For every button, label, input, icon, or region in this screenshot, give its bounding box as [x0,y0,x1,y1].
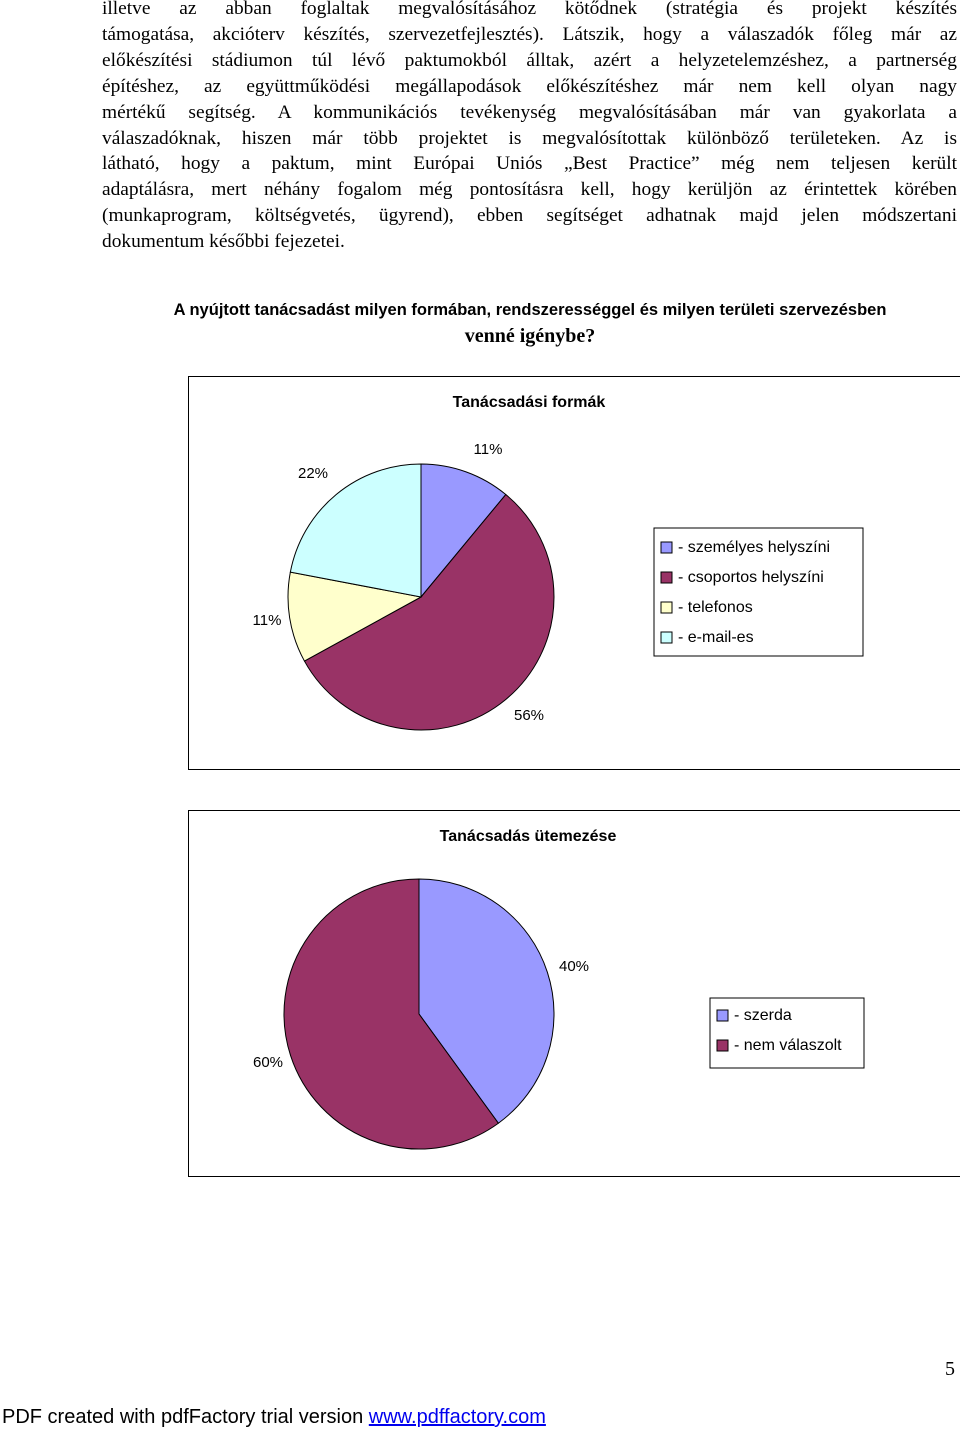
legend-swatch [717,1040,728,1051]
page-number: 5 [945,1358,955,1380]
chart-tanacsadas-utemezese [188,810,960,1177]
data-label: 60% [252,1054,284,1071]
legend-swatch [661,632,672,643]
paragraph-line: válaszadóknak, hiszen már több projektet is megvalósítottak különböző területeken. Az is [102,127,957,149]
legend-entry: - szerda [734,1007,792,1024]
legend-swatch [717,1010,728,1021]
paragraph-line: látható, hogy a paktum, mint Európai Uniós „Best Practice” még nem teljesen került [102,153,957,175]
legend-swatch [661,572,672,583]
data-label: 22% [297,465,329,482]
pie-chart-utemezes [189,811,960,1176]
paragraph-line: mértékű segítség. A kommunikációs tevékenység megvalósításában már van gyakorlata a [102,101,957,123]
data-label: 40% [558,958,590,975]
body-paragraph [102,0,957,255]
survey-question [100,298,960,350]
pie-chart-formak [189,377,960,769]
legend-entry: - csoportos helyszíni [678,569,824,586]
legend-swatch [661,542,672,553]
pdf-footer [2,1406,546,1429]
chart-tanacsadasi-formak [188,376,960,770]
question-line-2: venné igénybe? [464,325,596,347]
question-line-1: A nyújtott tanácsadást milyen formában, rendszerességgel és milyen területi szervezésben [173,301,887,319]
paragraph-line: adaptálásra, mert néhány fogalom még pontosításra kell, hogy kerüljön az érintettek körében [102,179,957,201]
paragraph-line: támogatása, akcióterv készítés, szervezetfejlesztés). Látszik, hogy a válaszadók főleg már az [102,23,957,45]
paragraph-line: (munkaprogram, költségvetés, ügyrend), ebben segítséget adhatnak majd jelen módszertani [102,205,957,227]
legend-entry: - személyes helyszíni [678,539,831,556]
paragraph-line: dokumentum későbbi fejezetei. [102,231,345,253]
paragraph-line: építéshez, az együttműködési megállapodások előkészítéshez már nem kell olyan nagy [102,75,957,97]
data-label: 11% [252,612,282,629]
legend-entry: - nem válaszolt [734,1037,842,1054]
legend-swatch [661,602,672,613]
data-label: 11% [473,441,503,458]
footer-link[interactable]: www.pdffactory.com [368,1406,546,1428]
footer-text: PDF created with pdfFactory trial version [2,1406,369,1428]
paragraph-line: illetve az abban foglaltak megvalósításához kötődnek (stratégia és projekt készítés [102,0,957,19]
legend-entry: - e-mail-es [678,629,754,646]
data-label: 56% [513,707,545,724]
chart-title: Tanácsadás ütemezése [439,828,617,845]
chart-title: Tanácsadási formák [452,394,606,411]
paragraph-line: előkészítési stádiumon túl lévő paktumokból álltak, azért a helyzetelemzéshez, a partnerség [102,49,957,71]
legend-entry: - telefonos [678,599,753,616]
